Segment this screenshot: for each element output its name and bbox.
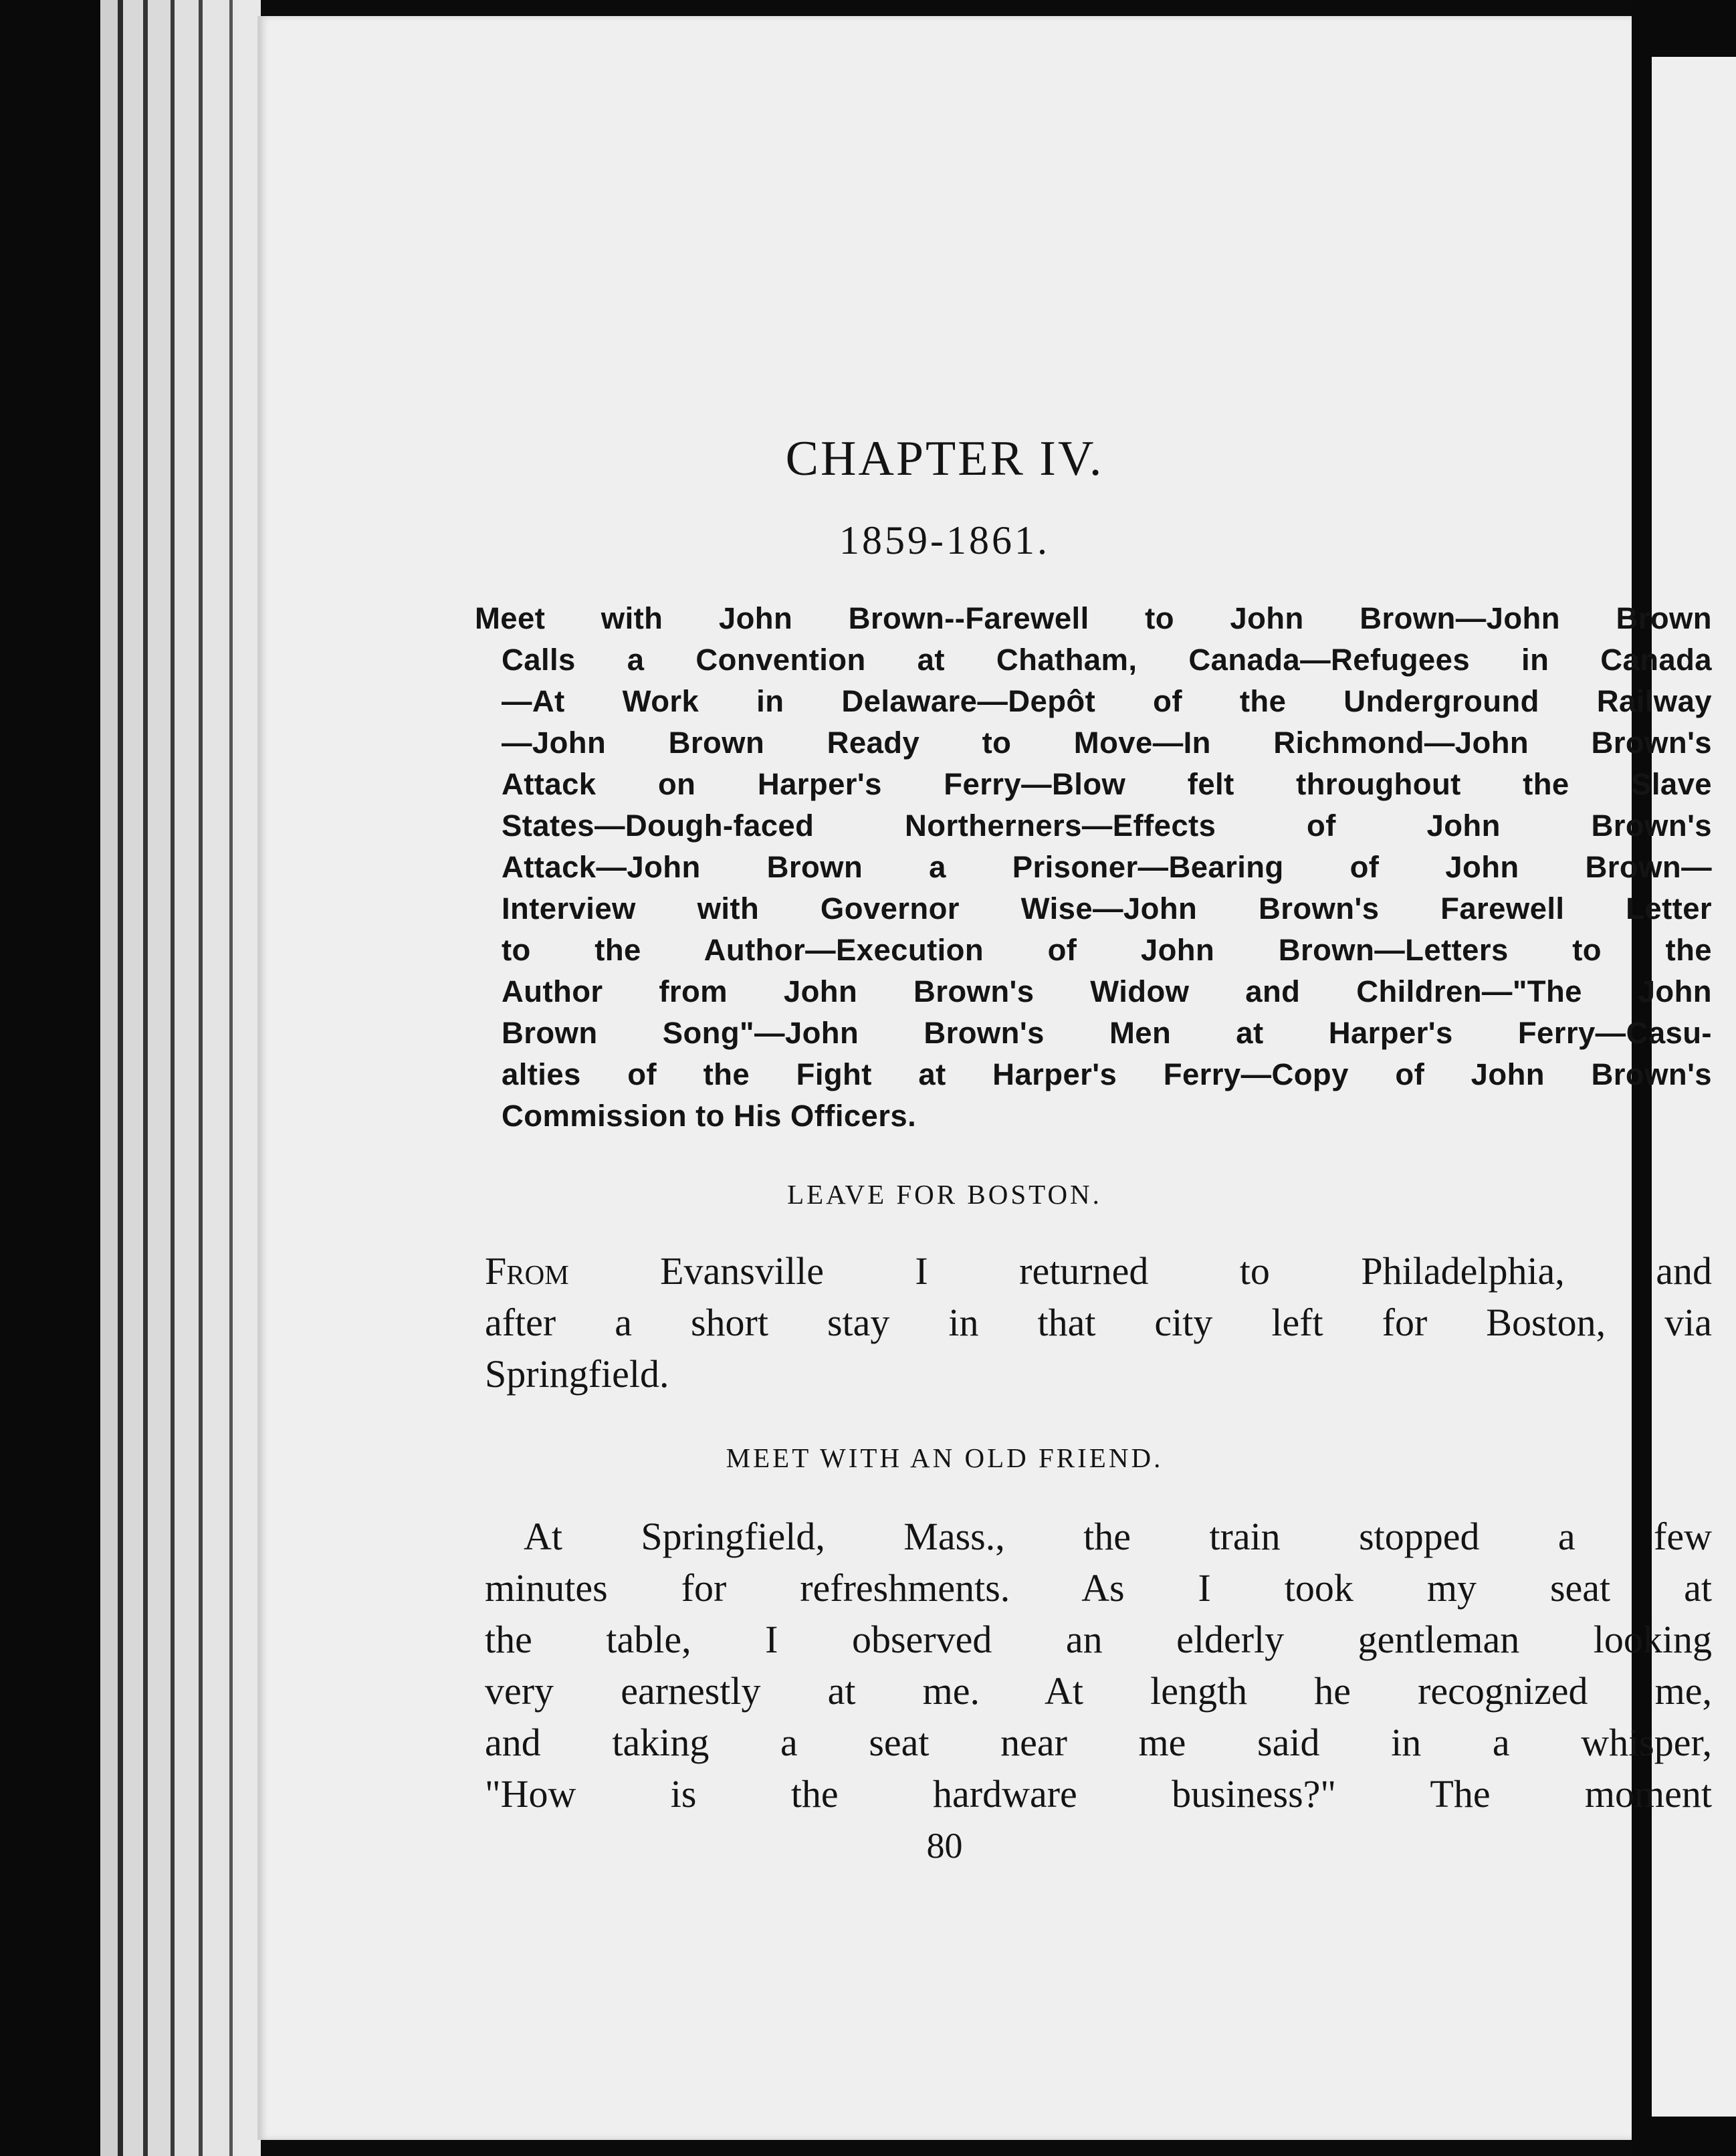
paragraph-line: very earnestly at me. At length he recognized me, (485, 1669, 1712, 1713)
synopsis-line: Attack—John Brown a Prisoner—Bearing of John Brown— (502, 850, 1712, 884)
synopsis-line: Author from John Brown's Widow and Children—"The John (502, 974, 1712, 1008)
paragraph-line: At Springfield, Mass., the train stopped a few (524, 1515, 1712, 1558)
small-caps-lead: From (485, 1249, 569, 1293)
section-heading-leave-for-boston: LEAVE FOR BOSTON. (787, 1179, 1102, 1210)
synopsis-line: Attack on Harper's Ferry—Blow felt throughout the Slave (502, 767, 1712, 801)
paragraph-line: after a short stay in that city left for Boston, via (485, 1301, 1712, 1344)
paragraph-line: minutes for refreshments. As I took my seat at (485, 1566, 1712, 1610)
page-number: 80 (926, 1826, 963, 1866)
paragraph-line: the table, I observed an elderly gentleman looking (485, 1618, 1712, 1661)
paragraph-line (485, 1245, 1712, 1297)
chapter-synopsis (475, 598, 1712, 1137)
paragraph-leave-for-boston (485, 1245, 1712, 1400)
synopsis-line: to the Author—Execution of John Brown—Letters to the (502, 933, 1712, 967)
chapter-title: CHAPTER IV. (785, 431, 1104, 486)
book-page-edges (0, 0, 261, 2156)
synopsis-line: Commission to His Officers. (502, 1099, 917, 1133)
synopsis-line: —John Brown Ready to Move—In Richmond—John Brown's (502, 726, 1712, 760)
section-heading-meet-old-friend: MEET WITH AN OLD FRIEND. (726, 1442, 1164, 1473)
synopsis-line: States—Dough-faced Northerners—Effects of John Brown's (502, 808, 1712, 843)
paragraph-meet-old-friend (485, 1511, 1712, 1820)
paragraph-line: Springfield. (485, 1352, 669, 1396)
synopsis-line: alties of the Fight at Harper's Ferry—Copy of John Brown's (502, 1057, 1712, 1091)
synopsis-line: Meet with John Brown--Farewell to John Brown—John Brown (475, 601, 1712, 635)
paragraph-line: and taking a seat near me said in a whisper, (485, 1721, 1712, 1764)
synopsis-line: Brown Song"—John Brown's Men at Harper's Ferry—Casu- (502, 1016, 1712, 1050)
chapter-years: 1859-1861. (839, 518, 1050, 562)
book-page (257, 16, 1712, 2140)
synopsis-line: Interview with Governor Wise—John Brown's Farewell Letter (502, 891, 1712, 926)
paragraph-line-text: Evansville I returned to Philadelphia, and (568, 1249, 1712, 1293)
synopsis-line: —At Work in Delaware—Depôt of the Underground Railway (502, 684, 1712, 718)
paragraph-line: "How is the hardware business?" The moment (485, 1772, 1712, 1816)
synopsis-line: Calls a Convention at Chatham, Canada—Refugees in Canada (502, 643, 1712, 677)
